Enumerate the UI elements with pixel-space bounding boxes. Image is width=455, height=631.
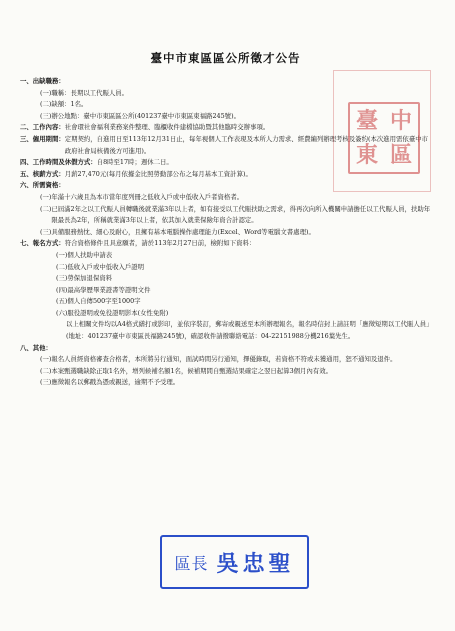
- signature-title: 區長: [174, 553, 209, 573]
- signature-stamp: [160, 535, 309, 589]
- section-working-hours: 四、工作時間及休假方式： 自8時至17時；週休二日。: [20, 158, 173, 167]
- list-item: (五)個人自傳500字至1000字: [56, 297, 141, 306]
- registration-note: 以上相關文件均以A4格式繕打或影印，並依序裝訂，郵寄或親送至本所辦理報名，報名時信封上請註明「應徵短期以工代賑人員」(地址：401237臺中市東區長福路245號)，確認收件請撥聯絡電話：04-22151988分機216葉先生。: [66, 320, 430, 341]
- list-item: (三) 具備服務熱忱、細心及耐心，且擁有基本電腦操作處理能力(Excel、Word等電腦文書處理)。: [40, 227, 315, 236]
- section-employment-period: 三、僱用期間： 定期契約，自進用日至113年12月31日止，每年視個人工作表現及本所人力需求、經費編列辦理考核及簽約(本次進用需依臺中市政府社會局核備後方可進用)。: [20, 134, 428, 155]
- list-item: (二) 缺額：1名。: [40, 100, 88, 109]
- list-item: (二) 本案甄選職缺除正取1名外，增列候補名額1名，候補期間自甄選結果確定之翌日起算3個月內有效。: [40, 366, 332, 375]
- list-item: (二) 已屆滿2年之以工代賑人員轉職後就業滿3年以上者，如有接受以工代賑扶助之需求，得再次向所入機關申請擔任以工代賑人員，扶助年限最長為2年，所稱就業滿3年以上者，依其加入就業保險年資合計認定。: [40, 204, 431, 225]
- list-item: (三) 辦公地點：臺中市東區區公所(401237臺中市東區東福路245號)。: [40, 111, 240, 120]
- list-item: (一) 年滿十六歲且為本市當年度列冊之低收入戶或中低收入戶者資格者。: [40, 192, 244, 201]
- official-seal-stamp: [348, 102, 420, 174]
- section-salary: 五、核薪方式： 月薪27,470元(每月依據金比照勞動部公布之每月基本工資計算)。: [20, 169, 252, 178]
- section-job-content: 二、工作內容： 社會環社會福利業務案件整理、臨櫃收件建檔協助暨其他臨時交辦事項。: [20, 123, 270, 132]
- list-item: (一)個人扶助申請表: [56, 250, 113, 259]
- seal-char: 中: [389, 108, 412, 134]
- signature-name: 吳忠聖: [216, 550, 295, 577]
- list-item: (二)低收入戶或中低收入戶證明: [56, 262, 145, 271]
- list-item: (一) 職稱：長期以工代賑人員。: [40, 88, 129, 97]
- section-label: 一、出缺職務：: [20, 77, 65, 85]
- seal-char: 東: [355, 142, 378, 168]
- seal-char: 臺: [355, 108, 378, 134]
- list-item: (三)勞保加退保資料: [56, 274, 113, 283]
- seal-char: 區: [389, 142, 412, 168]
- list-item: (三) 應徵報名以郵戳為憑或親送，逾期不予受理。: [40, 378, 180, 387]
- page-title: 臺中市東區區公所徵才公告: [150, 51, 301, 65]
- section-other: 八、其他：: [20, 343, 52, 352]
- section-qualifications: 六、所需資格：: [20, 181, 65, 190]
- section-registration: 七、報名方式： 符合資格條件且具意願者，請於113年2月27日前，檢附如下資料：: [20, 239, 256, 248]
- list-item: (一) 報名人員經資格審查合格者，本所將另行通知，面試時間另行通知，擇優錄取，若資格不符或未獲通用，恕不通知及退件。: [40, 355, 397, 364]
- list-item: (四)最高學歷畢業證書等證明文件: [56, 285, 151, 294]
- list-item: (六)服役證明或免役證明影本(女性免附): [56, 308, 169, 317]
